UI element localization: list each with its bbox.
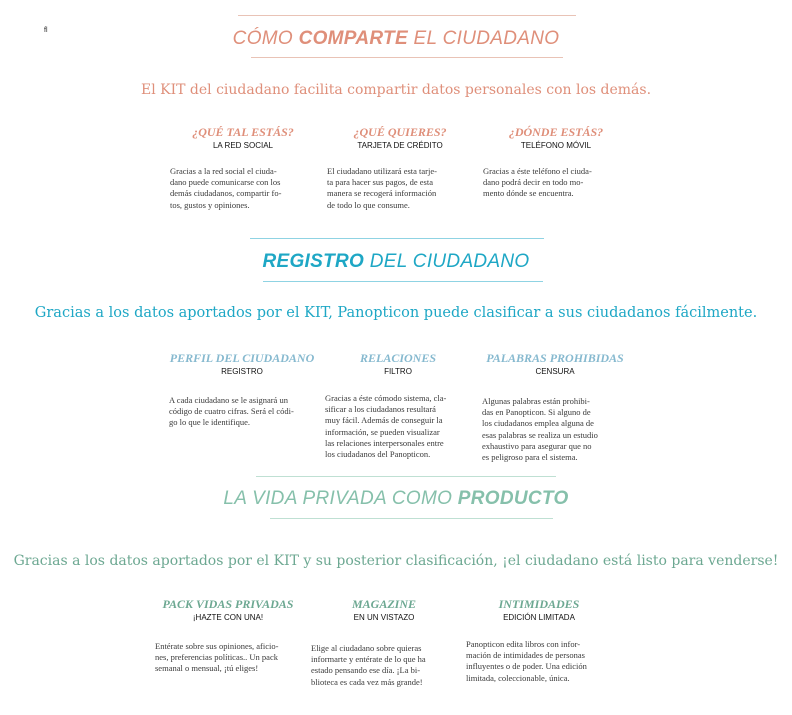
body-line: información, se pueden visualizar: [325, 426, 440, 437]
section2-title: [0, 251, 792, 273]
body-line: las relaciones interpersonales entre: [325, 437, 444, 448]
col-heading: INTIMIDADES: [498, 597, 580, 611]
body-line: blioteca es cada vez más grande!: [311, 676, 423, 687]
col-subheading: TELÉFONO MÓVIL: [520, 141, 592, 150]
body-line: dano podrá decir en todo mo-: [483, 177, 584, 188]
body-line: El ciudadano utilizará esta tarje-: [327, 166, 437, 176]
s2-col1-body: [169, 395, 317, 429]
body-line: Elige al ciudadano sobre quieras: [311, 643, 422, 653]
body-line: das en Panopticon. Si alguno de: [482, 407, 591, 418]
s1-col-red-social: [168, 125, 318, 152]
s2-col-perfil: [167, 351, 317, 378]
col-subheading: ¡HAZTE CON UNA!: [192, 613, 264, 622]
s3-col2-body: [311, 643, 461, 688]
body-line: LA VIDA PRIVADA COMO: [223, 488, 458, 509]
section3-intro: Gracias a los datos aportados por el KIT y su posterior clasificación, ¡el ciudadano está listo para venderse!: [13, 553, 779, 569]
body-line: PRODUCTO: [457, 488, 569, 509]
body-line: ta para hacer sus pagos, de esta: [327, 177, 433, 188]
s3-col3-body: [466, 639, 618, 684]
section2-bottom-rule: [263, 281, 543, 282]
section1-title: [0, 28, 792, 50]
s3-col-pack: [153, 597, 303, 624]
col-heading: ¿QUÉ QUIERES?: [353, 125, 447, 139]
s1-col1-body: [170, 166, 316, 211]
s3-col1-body: [155, 641, 305, 675]
s2-col-palabras: [480, 351, 630, 378]
body-line: es peligroso para el sistema.: [482, 452, 578, 463]
body-line: sificar a los ciudadanos resultará: [325, 404, 436, 415]
col-subheading: CENSURA: [535, 367, 575, 376]
section2-top-rule: [250, 238, 544, 239]
body-line: los ciudadanos del Panopticon.: [325, 449, 431, 460]
body-line: EL CIUDADANO: [407, 28, 560, 49]
body-line: esas palabras se realiza un estudio: [482, 429, 598, 440]
col-heading: MAGAZINE: [351, 597, 416, 611]
col-subheading: EN UN VISTAZO: [353, 613, 415, 622]
body-line: Gracias a éste cómodo sistema, cla-: [325, 393, 447, 403]
col-subheading: REGISTRO: [221, 367, 263, 376]
section1-top-rule: [238, 15, 576, 16]
body-line: Panopticon edita libros con infor-: [466, 639, 581, 649]
col-subheading: EDICIÓN LIMITADA: [503, 613, 575, 622]
body-line: limitada, coleccionable, única.: [466, 672, 570, 683]
body-line: código de cuatro cifras. Será el códi-: [169, 406, 294, 417]
body-line: semanal o mensual, ¡tú eliges!: [155, 663, 259, 674]
body-line: manera se recogerá información: [327, 188, 437, 199]
body-line: Entérate sobre sus opiniones, aficio-: [155, 641, 279, 651]
body-line: Algunas palabras están prohibi-: [482, 396, 590, 406]
col-subheading: LA RED SOCIAL: [212, 141, 274, 150]
body-line: dano puede comunicarse con los: [170, 177, 281, 188]
body-line: estado pensando ese día. ¡La bi-: [311, 665, 421, 676]
section3-top-rule: [256, 476, 556, 477]
s3-col-magazine: [309, 597, 459, 624]
corner-mark: fl: [44, 27, 48, 34]
body-line: nes, preferencias políticas.. Un pack: [155, 652, 278, 663]
col-subheading: FILTRO: [384, 367, 412, 376]
body-line: demás ciudadanos, compartir fo-: [170, 188, 282, 199]
col-subheading: TARJETA DE CRÉDITO: [357, 141, 443, 150]
section2-intro: Gracias a los datos aportados por el KIT, Panopticon puede clasificar a sus ciudadanos fácilmente.: [34, 305, 758, 321]
body-line: CÓMO: [232, 28, 299, 49]
s2-col3-body: [482, 396, 632, 463]
body-line: Gracias a éste teléfono el ciuda-: [483, 166, 592, 176]
section1-intro: El KIT del ciudadano facilita compartir datos personales con los demás.: [140, 82, 652, 98]
body-line: go lo que le identifique.: [169, 417, 250, 428]
s1-col-tarjeta: [325, 125, 475, 152]
col-heading: PERFIL DEL CIUDADANO: [169, 351, 315, 365]
col-heading: ¿DÓNDE ESTÁS?: [508, 125, 604, 139]
s1-col2-body: [327, 166, 473, 211]
col-heading: RELACIONES: [359, 351, 437, 365]
s3-col-intimidades: [464, 597, 614, 624]
body-line: de todo lo que consume.: [327, 199, 410, 210]
s2-col2-body: [325, 393, 475, 460]
body-line: mento dónde se encuentra.: [483, 188, 574, 199]
section3-title: [0, 488, 792, 510]
body-line: tos, gustos y opiniones.: [170, 199, 250, 210]
body-line: exhaustivo para asegurar que no: [482, 440, 592, 451]
s2-col-relaciones: [323, 351, 473, 378]
body-line: Gracias a la red social el ciuda-: [170, 166, 277, 176]
body-line: DEL CIUDADANO: [364, 251, 530, 272]
body-line: muy fácil. Además de conseguir la: [325, 415, 443, 426]
body-line: A cada ciudadano se le asignará un: [169, 395, 288, 405]
body-line: mación de intimidades de personas: [466, 650, 585, 661]
body-line: REGISTRO: [262, 251, 365, 272]
col-heading: PACK VIDAS PRIVADAS: [162, 597, 294, 611]
col-heading: PALABRAS PROHIBIDAS: [486, 351, 624, 365]
body-line: los ciudadanos emplea alguna de: [482, 418, 594, 429]
body-line: COMPARTE: [298, 28, 408, 49]
body-line: influyentes o de poder. Una edición: [466, 661, 587, 672]
section1-bottom-rule: [251, 57, 563, 58]
col-heading: ¿QUÉ TAL ESTÁS?: [192, 125, 294, 139]
section3-bottom-rule: [270, 518, 553, 519]
s1-col-movil: [481, 125, 631, 152]
body-line: informarte y entérate de lo que ha: [311, 654, 426, 665]
s1-col3-body: [483, 166, 629, 200]
